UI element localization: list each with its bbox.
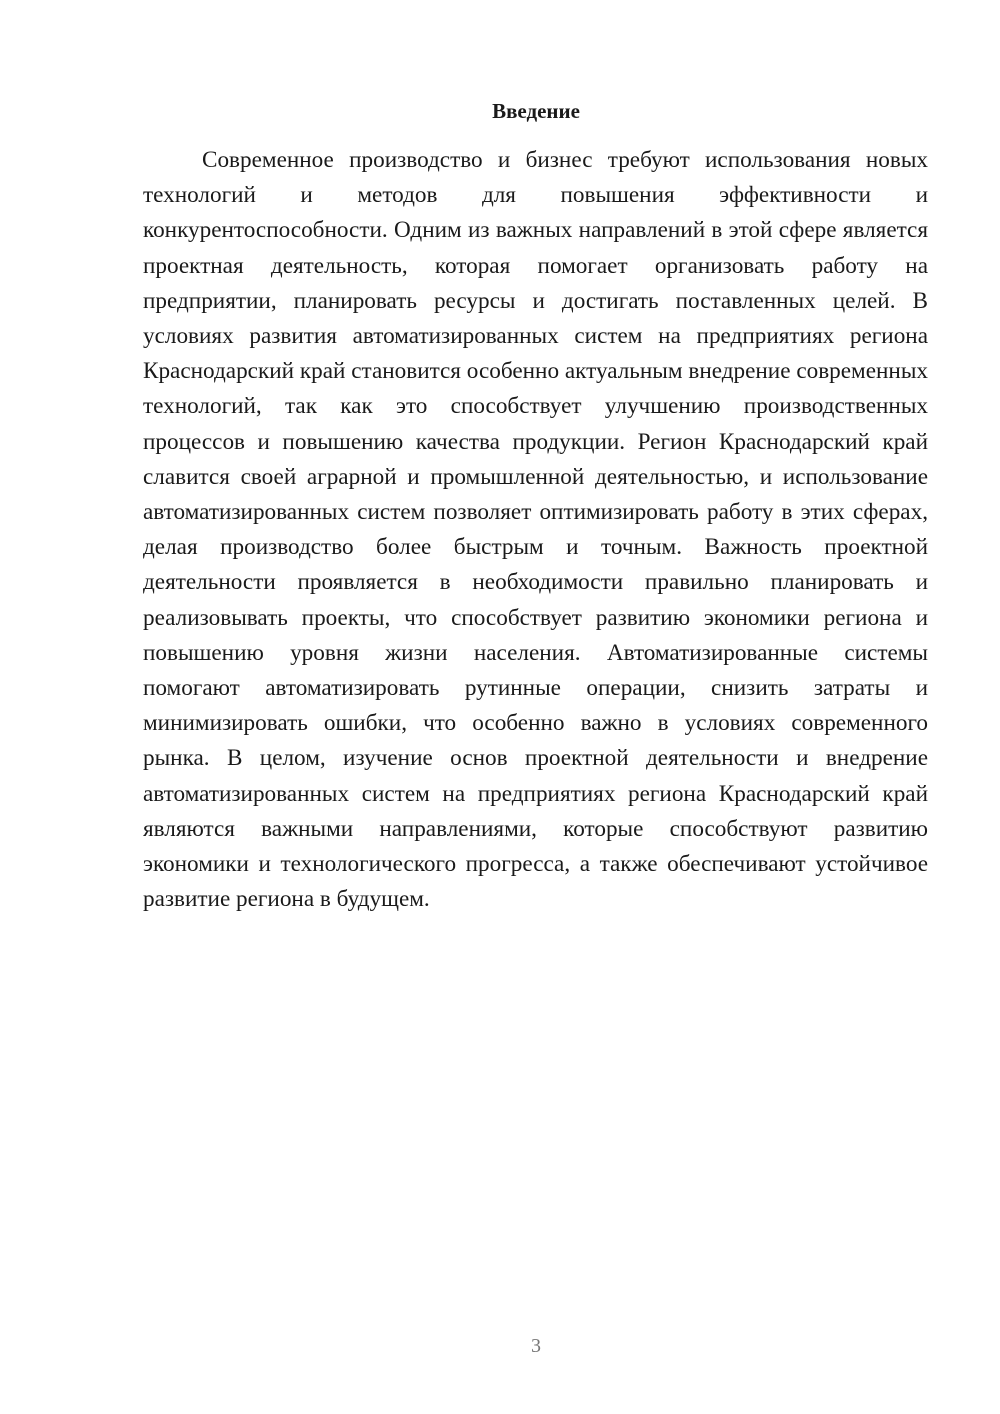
- section-title: Введение: [492, 99, 580, 123]
- body-paragraph: Современное производство и бизнес требуют использования новых технологий и методов для повышения эффективности и конкурентоспособности. Одним из важных направлений в этой сфере является проектная деятельность, которая помогает организовать работу на предприятии, планировать ресурсы и достигать поставленных целей. В условиях развития автоматизированных систем на предприятиях региона Краснодарский край становится особенно актуальным внедрение современных технологий, так как это способствует улучшению производственных процессов и повышению качества продукции. Регион Краснодарский край славится своей аграрной и промышленной деятельностью, и использование автоматизированных систем позволяет оптимизировать работу в этих сферах, делая производство более быстрым и точным. Важность проектной деятельности проявляется в необходимости правильно планировать и реализовывать проекты, что способствует развитию экономики региона и повышению уровня жизни населения. Автоматизированные системы помогают автоматизировать рутинные операции, снизить затраты и минимизировать ошибки, что особенно важно в условиях современного рынка. В целом, изучение основ проектной деятельности и внедрение автоматизированных систем на предприятиях региона Краснодарский край являются важными направлениями, которые способствуют развитию экономики и технологического прогресса, а также обеспечивают устойчивое развитие региона в будущем.: [143, 147, 928, 913]
- page-number: 3: [531, 1335, 541, 1357]
